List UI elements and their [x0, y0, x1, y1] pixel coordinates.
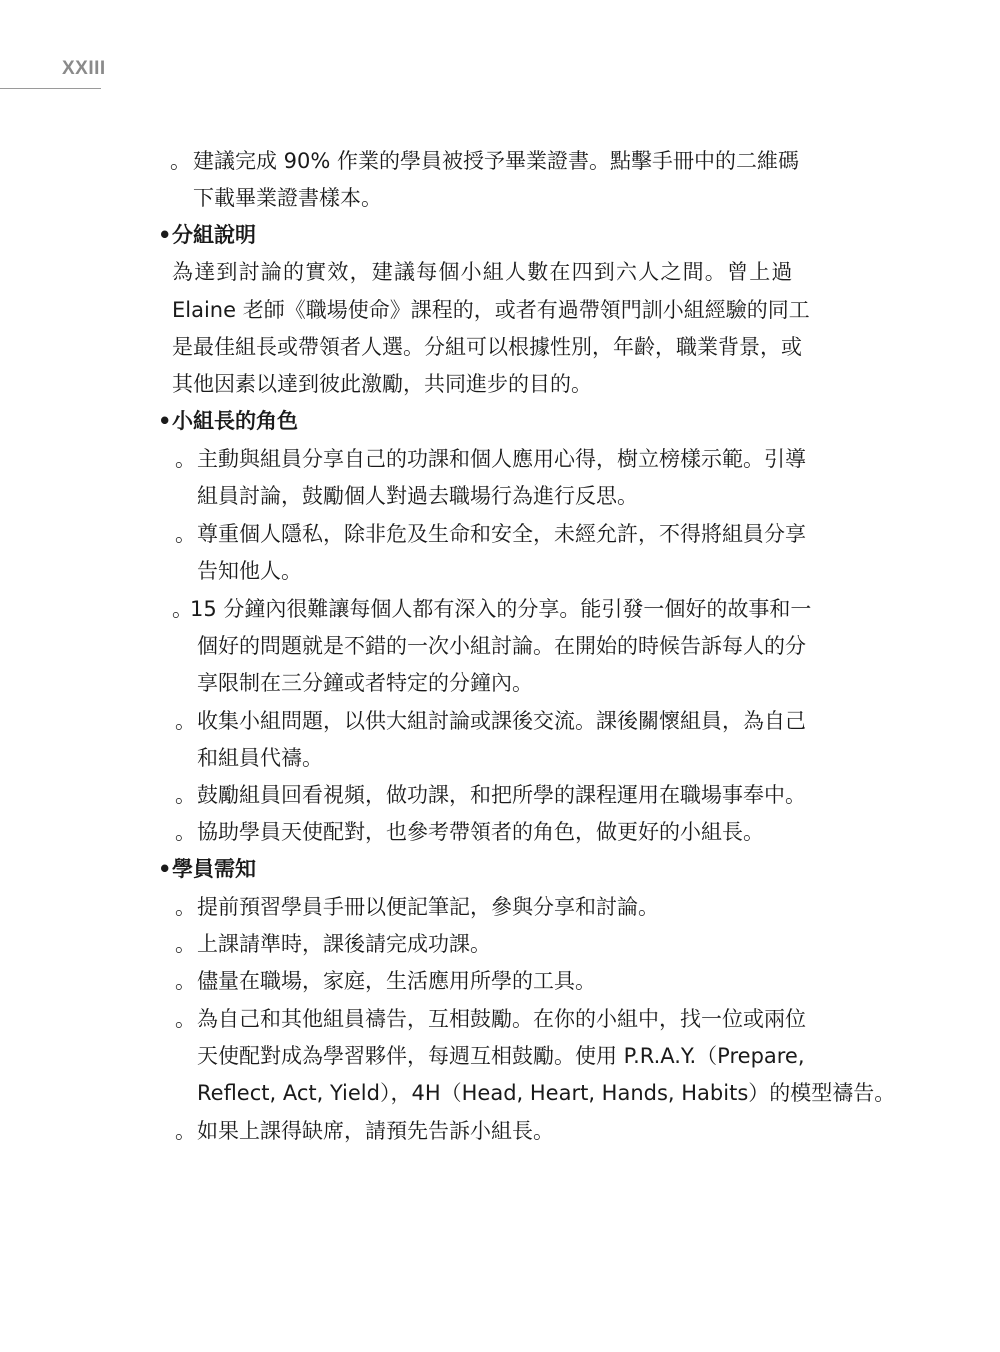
list-item-line: 組員討論，鼓勵個人對過去職場行為進行反思。 [197, 484, 638, 508]
sub-bullet: 。 [172, 597, 193, 621]
list-item-line: 鼓勵組員回看視頻，做功課，和把所學的課程運用在職場事奉中。 [197, 783, 806, 807]
page-number: XXIII [62, 58, 106, 79]
sub-bullet: 。 [175, 1119, 196, 1143]
list-item-line: 個好的問題就是不錯的一次小組討論。在開始的時候告訴每人的分 [197, 634, 806, 658]
body-line: 是最佳組長或帶領者人選。分組可以根據性別，年齡，職業背景，或 [172, 335, 802, 359]
list-item-line: 如果上課得缺席，請預先告訴小組長。 [197, 1119, 554, 1143]
list-item-line: 尊重個人隱私，除非危及生命和安全，未經允許，不得將組員分享 [197, 522, 806, 546]
body-line: 其他因素以達到彼此激勵，共同進步的目的。 [172, 372, 592, 396]
section-heading: 學員需知 [172, 857, 256, 881]
list-item-line: 享限制在三分鐘或者特定的分鐘內。 [197, 671, 533, 695]
list-item-line: 15 分鐘內很難讓每個人都有深入的分享。能引發一個好的故事和一 [190, 597, 812, 621]
body-line: 下載畢業證書樣本。 [193, 186, 382, 210]
section-heading: 小組長的角色 [172, 409, 298, 433]
body-line: 為達到討論的實效，建議每個小組人數在四到六人之間。曾上過 [172, 260, 794, 284]
sub-bullet: 。 [175, 709, 196, 733]
body-line: Elaine 老師《職場使命》課程的，或者有過帶領門訓小組經驗的同工 [172, 298, 810, 322]
sub-bullet: 。 [175, 522, 196, 546]
list-item-line: 和組員代禱。 [197, 746, 323, 770]
list-item-line: Reflect, Act, Yield），4H（Head, Heart, Hands, Habits）的模型禱告。 [197, 1081, 896, 1105]
sub-bullet: 。 [175, 895, 196, 919]
body-line: 建議完成 90% 作業的學員被授予畢業證書。點擊手冊中的二維碼 [193, 149, 800, 173]
list-item-line: 天使配對成為學習夥伴，每週互相鼓勵。使用 P.R.A.Y.（Prepare, [197, 1044, 805, 1068]
list-item-line: 主動與組員分享自己的功課和個人應用心得，樹立榜樣示範。引導 [197, 447, 806, 471]
sub-bullet: 。 [170, 149, 191, 173]
sub-bullet: 。 [175, 783, 196, 807]
list-item-line: 告知他人。 [197, 559, 302, 583]
list-item-line: 上課請準時，課後請完成功課。 [197, 932, 491, 956]
main-bullet: • [158, 223, 172, 247]
sub-bullet: 。 [175, 1007, 196, 1031]
list-item-line: 為自己和其他組員禱告，互相鼓勵。在你的小組中，找一位或兩位 [197, 1007, 806, 1031]
section-heading: 分組說明 [172, 223, 256, 247]
list-item-line: 收集小組問題，以供大組討論或課後交流。課後關懷組員，為自己 [197, 709, 806, 733]
main-bullet: • [158, 857, 172, 881]
sub-bullet: 。 [175, 932, 196, 956]
sub-bullet: 。 [175, 820, 196, 844]
sub-bullet: 。 [175, 447, 196, 471]
list-item-line: 協助學員天使配對，也參考帶領者的角色，做更好的小組長。 [197, 820, 764, 844]
list-item-line: 儘量在職場，家庭，生活應用所學的工具。 [197, 969, 596, 993]
main-bullet: • [158, 409, 172, 433]
sub-bullet: 。 [175, 969, 196, 993]
list-item-line: 提前預習學員手冊以便記筆記，參與分享和討論。 [197, 895, 659, 919]
